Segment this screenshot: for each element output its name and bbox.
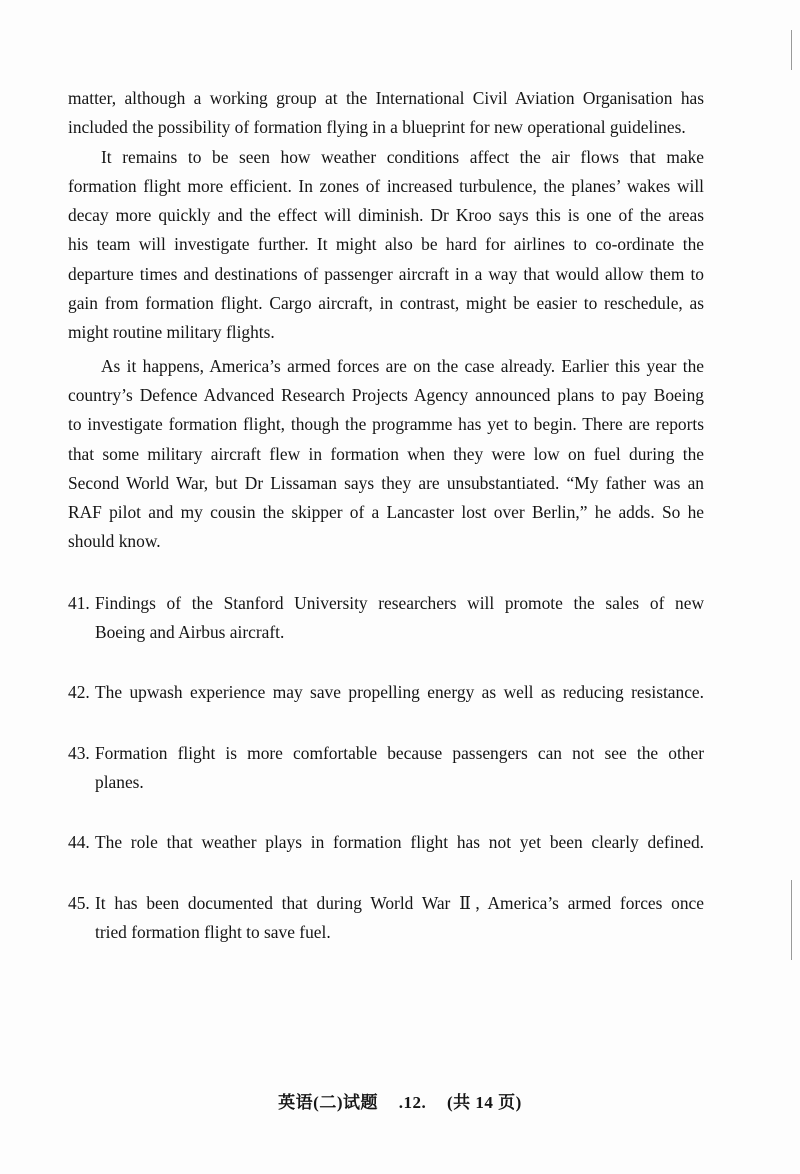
- scan-edge-line: [791, 30, 792, 70]
- text-line: decay more quickly and the effect will diminish. Dr Kroo says this is one of the areas: [68, 205, 704, 226]
- text-line: Second World War, but Dr Lissaman says they are unsubstantiated. “My father was an: [68, 472, 704, 493]
- text-line: included the possibility of formation flying in a blueprint for new operational guidelines.: [68, 117, 686, 138]
- question-44: [68, 828, 704, 857]
- question-text: planes.: [95, 772, 144, 793]
- passage-paragraph: [68, 143, 704, 348]
- question-text: It has been documented that during World War Ⅱ, America’s armed forces once: [95, 893, 704, 913]
- text-line: should know.: [68, 531, 161, 552]
- text-line: matter, although a working group at the International Civil Aviation Organisation has: [68, 88, 704, 108]
- question-number: 44.: [68, 832, 90, 852]
- text-line: As it happens, America’s armed forces are on the case already. Earlier this year the: [101, 355, 704, 376]
- text-line: that some military aircraft flew in formation when they were low on fuel during the: [68, 443, 704, 464]
- page-number: .12.: [398, 1093, 427, 1112]
- question-42: [68, 678, 704, 707]
- question-text: Findings of the Stanford University researchers will promote the sales of new: [95, 593, 704, 613]
- text-line: to investigate formation flight, though the programme has yet to begin. There are reports: [68, 414, 704, 435]
- text-line: his team will investigate further. It might also be hard for airlines to co-ordinate the: [68, 234, 704, 255]
- question-45: [68, 889, 704, 948]
- question-41: [68, 589, 704, 648]
- text-line: departure times and destinations of passenger aircraft in a way that would allow them to: [68, 263, 704, 284]
- text-line: formation flight more efficient. In zones of increased turbulence, the planes’ wakes will: [68, 175, 704, 196]
- question-number: 42.: [68, 682, 90, 702]
- reading-passage: [68, 84, 704, 557]
- question-number: 41.: [68, 593, 90, 613]
- question-number: 43.: [68, 743, 90, 763]
- question-43: [68, 739, 704, 798]
- total-pages: (共 14 页): [447, 1093, 522, 1112]
- question-text: The role that weather plays in formation flight has not yet been clearly defined.: [95, 832, 704, 852]
- question-text: The upwash experience may save propelling energy as well as reducing resistance.: [95, 682, 704, 702]
- question-number: 45.: [68, 893, 90, 913]
- text-line: country’s Defence Advanced Research Projects Agency announced plans to pay Boeing: [68, 384, 704, 405]
- text-line: RAF pilot and my cousin the skipper of a Lancaster lost over Berlin,” he adds. So he: [68, 502, 704, 523]
- passage-paragraph: [68, 84, 704, 143]
- scan-edge-line: [791, 880, 792, 960]
- question-text: Formation flight is more comfortable because passengers can not see the other: [95, 743, 704, 763]
- page-footer: [0, 1088, 800, 1113]
- exam-subject: 英语(二)试题: [278, 1093, 378, 1112]
- text-line: might routine military flights.: [68, 322, 275, 343]
- passage-paragraph: [68, 352, 704, 557]
- question-text: tried formation flight to save fuel.: [95, 922, 331, 943]
- text-line: It remains to be seen how weather conditions affect the air flows that make: [101, 146, 704, 167]
- question-text: Boeing and Airbus aircraft.: [95, 622, 285, 643]
- text-line: gain from formation flight. Cargo aircraft, in contrast, might be easier to reschedule, as: [68, 293, 704, 314]
